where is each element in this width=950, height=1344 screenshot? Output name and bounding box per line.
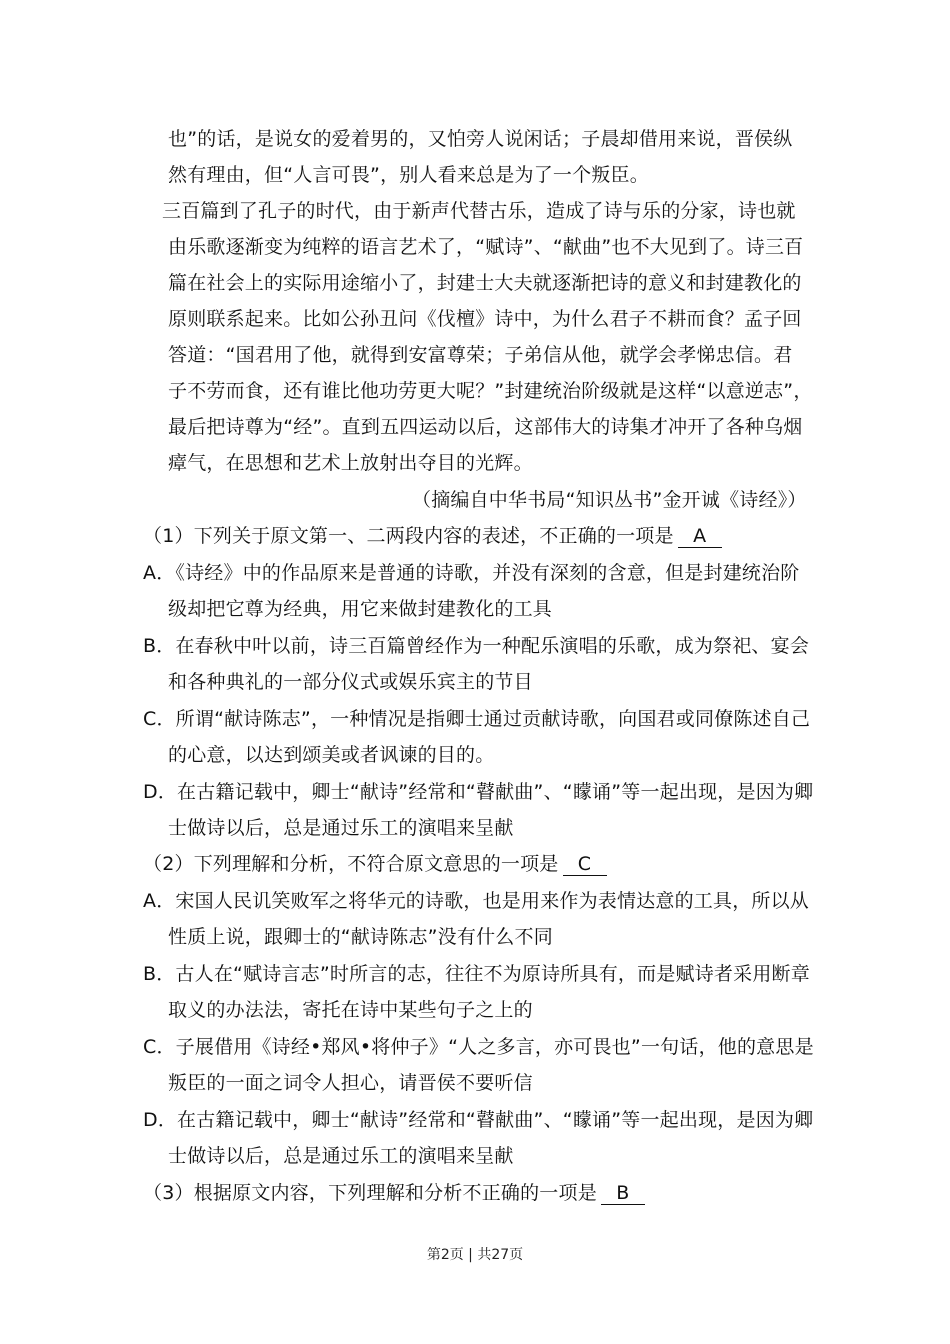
question-3-stem: [143, 1180, 645, 1206]
question-text: （2）下列理解和分析，不符合原文意思的一项是: [143, 853, 559, 875]
passage-line: 最后把诗尊为“经”。直到五四运动以后，这部伟大的诗集才冲开了各种乌烟: [168, 416, 803, 438]
answer-blank: C: [563, 853, 607, 876]
q1-option-d: D．在古籍记载中，卿士“献诗”经常和“瞽献曲”、“矇诵”等一起出现，是因为卿: [143, 781, 814, 803]
q2-option-a: A．宋国人民讥笑败军之将华元的诗歌，也是用来作为表情达意的工具，所以从: [143, 890, 809, 912]
passage-line: 瘴气，在思想和艺术上放射出夺目的光辉。: [168, 452, 533, 474]
q1-option-b-cont: 和各种典礼的一部分仪式或娱乐宾主的节目: [168, 671, 533, 693]
q1-option-a-cont: 级却把它尊为经典，用它来做封建教化的工具: [168, 598, 553, 620]
q2-option-a-cont: 性质上说，跟卿士的“献诗陈志”没有什么不同: [168, 926, 553, 948]
q1-option-c: C．所谓“献诗陈志”，一种情况是指卿士通过贡献诗歌，向国君或同僚陈述自己: [143, 708, 811, 730]
passage-line: 子不劳而食，还有谁比他功劳更大呢？”封建统治阶级就是这样“以意逆志”，: [168, 380, 813, 402]
answer-blank: B: [601, 1182, 645, 1205]
q1-option-d-cont: 士做诗以后，总是通过乐工的演唱来呈献: [168, 817, 514, 839]
passage-line: 由乐歌逐渐变为纯粹的语言艺术了，“赋诗”、“献曲”也不大见到了。诗三百: [168, 236, 804, 258]
passage-line: 然有理由，但“人言可畏”，别人看来总是为了一个叛臣。: [168, 164, 649, 186]
q2-option-d-cont: 士做诗以后，总是通过乐工的演唱来呈献: [168, 1145, 514, 1167]
question-1-stem: [143, 523, 722, 549]
q2-option-c: C．子展借用《诗经•郑风•将仲子》“人之多言，亦可畏也”一句话，他的意思是: [143, 1036, 814, 1058]
q2-option-c-cont: 叛臣的一面之词令人担心，请晋侯不要听信: [168, 1072, 533, 1094]
question-2-stem: [143, 851, 607, 877]
passage-line: 原则联系起来。比如公孙丑问《伐檀》诗中，为什么君子不耕而食？孟子回: [168, 308, 802, 330]
passage-line: 答道：“国君用了他，就得到安富尊荣；子弟信从他，就学会孝悌忠信。君: [168, 344, 793, 366]
q2-option-b-cont: 取义的办法法，寄托在诗中某些句子之上的: [168, 999, 533, 1021]
passage-line: 三百篇到了孔子的时代，由于新声代替古乐，造成了诗与乐的分家，诗也就: [162, 200, 796, 222]
question-text: （1）下列关于原文第一、二两段内容的表述，不正确的一项是: [143, 525, 674, 547]
question-text: （3）根据原文内容，下列理解和分析不正确的一项是: [143, 1182, 597, 1204]
source-citation: （摘编自中华书局“知识丛书”金开诚《诗经》）: [412, 489, 807, 511]
q2-option-d: D．在古籍记载中，卿士“献诗”经常和“瞽献曲”、“矇诵”等一起出现，是因为卿: [143, 1109, 814, 1131]
passage-line: 篇在社会上的实际用途缩小了，封建士大夫就逐渐把诗的意义和封建教化的: [168, 272, 802, 294]
page-footer: 第2页 | 共27页: [426, 1247, 524, 1263]
q2-option-b: B．古人在“赋诗言志”时所言的志，往往不为原诗所具有，而是赋诗者采用断章: [143, 963, 810, 985]
answer-blank: A: [678, 525, 722, 548]
q1-option-b: B．在春秋中叶以前，诗三百篇曾经作为一种配乐演唱的乐歌，成为祭祀、宴会: [143, 635, 810, 657]
q1-option-c-cont: 的心意，以达到颂美或者讽谏的目的。: [168, 744, 495, 766]
passage-line: 也”的话，是说女的爱着男的，又怕旁人说闲话；子晨却借用来说，晋侯纵: [168, 128, 793, 150]
q1-option-a: A．《诗经》中的作品原来是普通的诗歌，并没有深刻的含意，但是封建统治阶: [143, 562, 800, 584]
